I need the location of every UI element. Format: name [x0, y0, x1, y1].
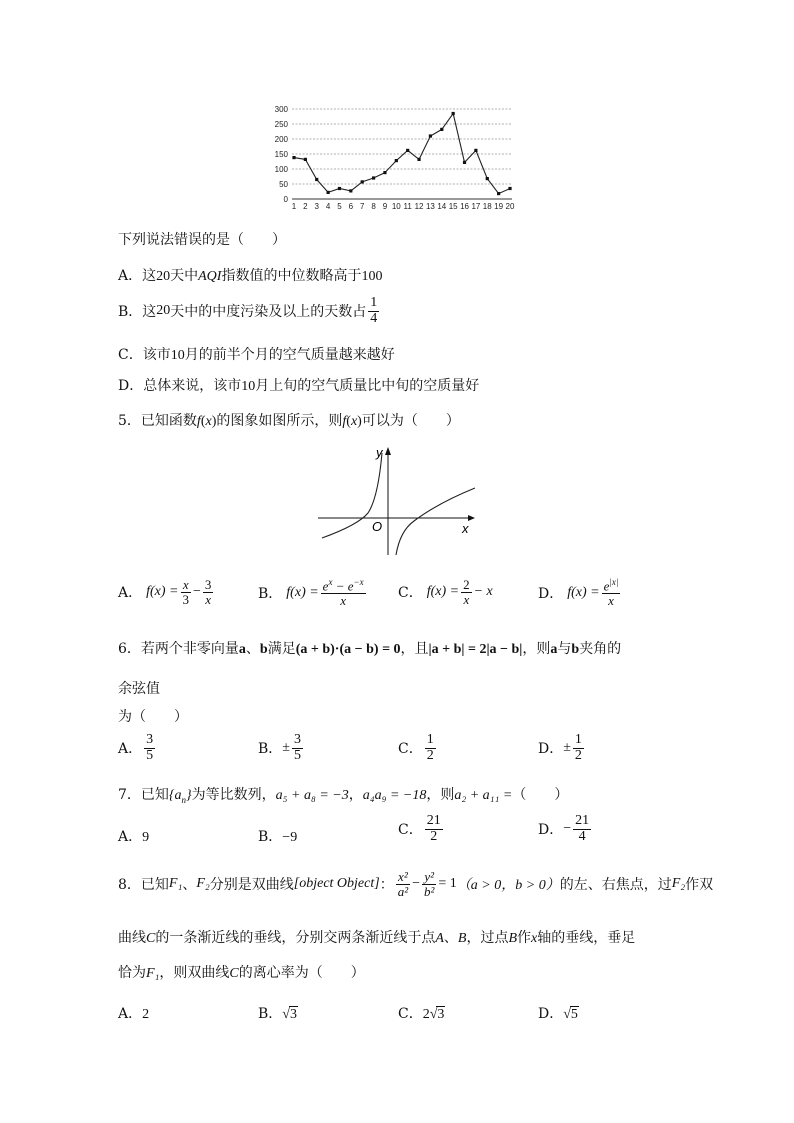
data-point — [406, 149, 409, 152]
data-point — [383, 171, 386, 174]
data-point — [338, 187, 341, 190]
q6-option-c: C． $\frac{1}{2}$ — [398, 732, 434, 763]
x-tick-label: 2 — [303, 202, 308, 211]
x-tick-label: 11 — [403, 202, 412, 211]
data-point — [361, 180, 364, 183]
x-tick-label: 18 — [482, 202, 492, 211]
y-tick-label: 250 — [274, 120, 288, 129]
q6-stem-line3: 为（ ） — [118, 709, 188, 725]
x-tick-label: 7 — [359, 202, 365, 211]
q4-option-d: D．总体来说，该市10月上旬的空气质量比中旬的空质量好 — [118, 378, 480, 394]
q7-option-d: D． − $\frac{21}{4}$ — [538, 813, 590, 844]
aqi-series-line — [294, 114, 510, 194]
origin-label: O — [372, 519, 383, 534]
data-point — [372, 176, 375, 179]
x-tick-label: 9 — [382, 202, 388, 211]
y-tick-label: 200 — [274, 135, 288, 144]
x-tick-label: 4 — [325, 202, 331, 211]
x-tick-label: 14 — [437, 202, 447, 211]
data-point — [508, 187, 511, 190]
function-graph — [310, 443, 485, 558]
data-point — [452, 112, 455, 115]
q8-option-a: A．2 — [118, 1006, 150, 1022]
data-point — [417, 158, 420, 161]
x-tick-label: 13 — [425, 202, 435, 211]
q5-option-d: D． f(x) = $\frac{e^{|x|}}{x}$ — [538, 577, 619, 608]
data-point — [486, 177, 489, 180]
x-tick-label: 20 — [505, 202, 515, 211]
q7-option-a: A．9 — [118, 829, 150, 845]
q6-option-a: A． $\frac{3}{5}$ — [118, 732, 154, 763]
data-point — [395, 159, 398, 162]
data-point — [315, 178, 318, 181]
x-tick-label: 3 — [314, 202, 319, 211]
y-axis-arrow — [385, 447, 391, 455]
data-point — [292, 156, 295, 159]
data-point — [349, 189, 352, 192]
x-tick-label: 16 — [460, 202, 469, 211]
q4-option-c: C．该市10月的前半个月的空气质量越来越好 — [118, 347, 395, 363]
y-tick-label: 0 — [283, 195, 288, 204]
x-tick-label: 5 — [337, 202, 342, 211]
q6-stem-line2: 余弦值 — [118, 681, 160, 697]
x-tick-label: 15 — [448, 202, 458, 211]
q7-option-c: C． $\frac{21}{2}$ — [398, 813, 441, 844]
q6-stem: 6．若两个非零向量a、b满足(a + b)·(a − b) = 0，且|a + b| = 2|a − b|，则a与b夹角的 — [118, 641, 622, 657]
x-axis-label: x — [462, 521, 469, 536]
data-point — [327, 191, 330, 194]
data-point — [429, 134, 432, 137]
q8-option-b: B．√3 — [258, 1006, 297, 1022]
x-tick-label: 1 — [291, 202, 297, 211]
x-tick-label: 10 — [391, 202, 401, 211]
aqi-line-chart — [260, 100, 530, 215]
y-tick-label: 100 — [274, 165, 288, 174]
q5-option-a: A． f(x) = $\frac{x}{3}$ − $\frac{3}{x}$ — [118, 577, 212, 607]
data-point — [474, 149, 477, 152]
q6-option-d: D． ± $\frac{1}{2}$ — [538, 732, 582, 763]
fraction: $\frac{1}{4}$ — [370, 295, 378, 326]
x-tick-label: 6 — [348, 202, 354, 211]
q8-option-d: D．√5 — [538, 1006, 578, 1022]
x-tick-label: 17 — [471, 202, 481, 211]
data-point — [440, 128, 443, 131]
q7-stem: 7．已知$\{a_n\}$为等比数列，a₅ + a₈ = −3，a₄a₉ = −18，则a₂ + a₁₁ =（ ） — [118, 787, 569, 805]
q8-stem: 8．已知 F₁ 、 F₂ 分别是双曲线 [object Object] ： $\frac{\text{x²}}{\text{a²}}$ − $\frac{\text{y²}}{\text{b²}}$ = 1 （a > 0，b > 0） 的左、右焦点，过 F₂ 作双 — [118, 869, 714, 899]
y-tick-label: 150 — [274, 150, 288, 159]
y-axis-label: y — [376, 445, 383, 460]
x-tick-label: 12 — [414, 202, 424, 211]
q5-option-b: B． f(x) = $\frac{e^x - e^{-x}}{x}$ — [258, 577, 364, 608]
q8-stem-line3: 恰为F₁，则双曲线C的离心率为（ ） — [118, 965, 365, 981]
q7-option-b: B．−9 — [258, 829, 298, 845]
q8-stem-line2: 曲线C的一条渐近线的垂线，分别交两条渐近线于点A、B，过点B作x轴的垂线，垂足 — [118, 930, 636, 946]
q5-option-c: C． f(x) = $\frac{2}{x}$ − x — [398, 577, 493, 607]
x-tick-label: 19 — [494, 202, 504, 211]
data-point — [304, 158, 307, 161]
q5-stem: 5．已知函数f(x)的图象如图所示，则f(x)可以为（ ） — [118, 413, 460, 429]
x-tick-label: 8 — [371, 202, 376, 211]
q6-option-b: B． ± $\frac{3}{5}$ — [258, 732, 301, 763]
q4-option-a: A．这20天中AQI指数值的中位数略高于100 — [118, 268, 383, 284]
q4-stem: 下列说法错误的是（ ） — [118, 232, 286, 248]
data-point — [497, 192, 500, 195]
y-tick-label: 50 — [279, 180, 288, 189]
data-point — [463, 161, 466, 164]
q8-option-c: C．2√3 — [398, 1006, 445, 1022]
q4-option-b: B．这 20 天中的中度污染及以上的天数占 $\frac{1}{4}$ — [118, 295, 378, 326]
x-axis-arrow — [468, 515, 475, 521]
y-tick-label: 300 — [274, 105, 288, 114]
